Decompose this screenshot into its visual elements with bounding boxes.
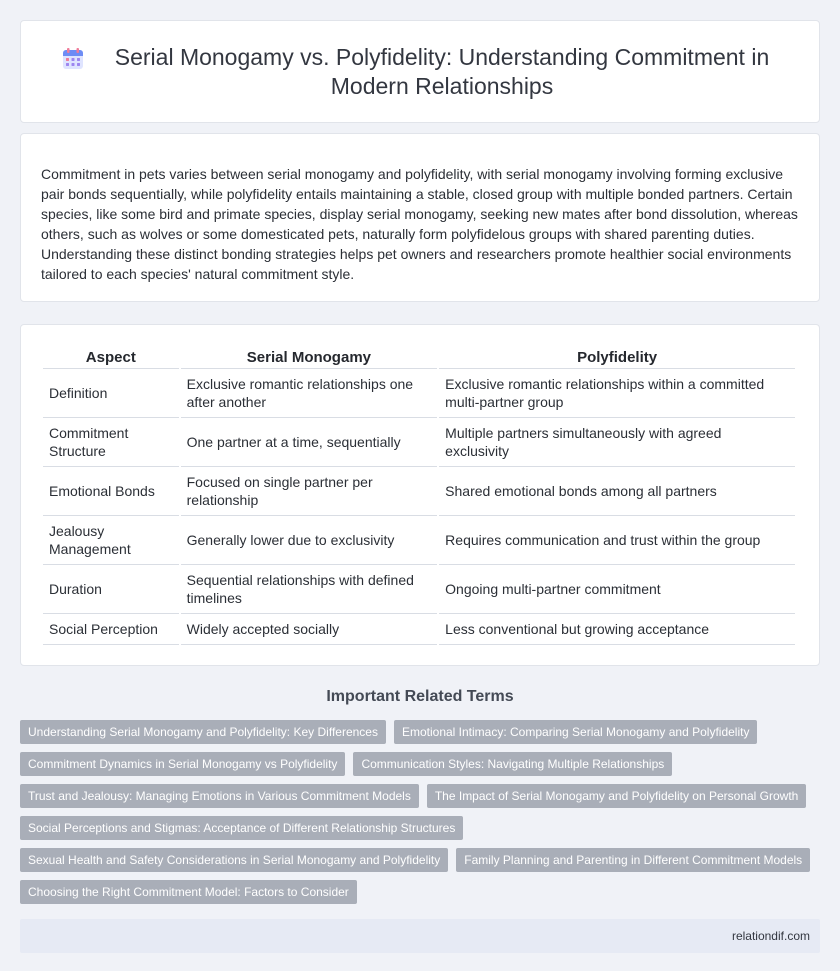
row-serial-monogamy: One partner at a time, sequentially bbox=[181, 418, 438, 467]
row-aspect: Social Perception bbox=[43, 614, 179, 645]
related-term-tag[interactable]: Emotional Intimacy: Comparing Serial Monogamy and Polyfidelity bbox=[394, 720, 758, 744]
row-serial-monogamy: Exclusive romantic relationships one after another bbox=[181, 369, 438, 418]
intro-card bbox=[20, 133, 820, 302]
row-aspect: Duration bbox=[43, 565, 179, 614]
table-header-row bbox=[43, 345, 795, 369]
header-serial-monogamy: Serial Monogamy bbox=[181, 345, 438, 369]
intro-paragraph: Commitment in pets varies between serial monogamy and polyfidelity, with serial monogamy involving forming exclusive pair bonds sequentially, while polyfidelity entails maintaining a stable, closed group with multiple bonded partners. Certain species, like some bird and primate species, display serial monogamy, seeking new mates after bond dissolution, whereas others, such as wolves or some domesticated pets, naturally form polyfidelous groups with shared parenting duties. Understanding these distinct bonding strategies helps pet owners and researchers promote healthier social environments tailored to each species' natural commitment style. bbox=[41, 166, 798, 282]
related-term-tag[interactable]: Understanding Serial Monogamy and Polyfidelity: Key Differences bbox=[20, 720, 386, 744]
related-term-tag[interactable]: The Impact of Serial Monogamy and Polyfidelity on Personal Growth bbox=[427, 784, 807, 808]
related-term-tag[interactable]: Sexual Health and Safety Considerations in Serial Monogamy and Polyfidelity bbox=[20, 848, 448, 872]
row-aspect: Jealousy Management bbox=[43, 516, 179, 565]
header-aspect: Aspect bbox=[43, 345, 179, 369]
footer bbox=[20, 919, 820, 953]
comparison-table-card bbox=[20, 324, 820, 666]
table-row bbox=[43, 418, 795, 467]
row-polyfidelity: Ongoing multi-partner commitment bbox=[439, 565, 795, 614]
row-serial-monogamy: Focused on single partner per relationship bbox=[181, 467, 438, 516]
related-term-tag[interactable]: Commitment Dynamics in Serial Monogamy vs Polyfidelity bbox=[20, 752, 345, 776]
header-inner bbox=[61, 43, 779, 101]
header-card bbox=[20, 20, 820, 123]
row-serial-monogamy: Sequential relationships with defined timelines bbox=[181, 565, 438, 614]
related-term-tag[interactable]: Communication Styles: Navigating Multiple Relationships bbox=[353, 752, 672, 776]
table-row bbox=[43, 516, 795, 565]
related-terms-section bbox=[0, 688, 840, 904]
comparison-table bbox=[41, 345, 797, 645]
row-polyfidelity: Shared emotional bonds among all partners bbox=[439, 467, 795, 516]
related-term-tag[interactable]: Family Planning and Parenting in Different Commitment Models bbox=[456, 848, 810, 872]
table-row bbox=[43, 369, 795, 418]
row-serial-monogamy: Widely accepted socially bbox=[181, 614, 438, 645]
table-row bbox=[43, 467, 795, 516]
row-polyfidelity: Multiple partners simultaneously with agreed exclusivity bbox=[439, 418, 795, 467]
related-terms-title: Important Related Terms bbox=[326, 688, 514, 705]
page-title: Serial Monogamy vs. Polyfidelity: Understanding Commitment in Modern Relationships bbox=[114, 43, 770, 99]
related-term-tag[interactable]: Social Perceptions and Stigmas: Acceptance of Different Relationship Structures bbox=[20, 816, 463, 840]
row-polyfidelity: Requires communication and trust within the group bbox=[439, 516, 795, 565]
calendar-icon bbox=[61, 47, 85, 71]
row-aspect: Emotional Bonds bbox=[43, 467, 179, 516]
header-polyfidelity: Polyfidelity bbox=[439, 345, 795, 369]
related-term-tag[interactable]: Choosing the Right Commitment Model: Factors to Consider bbox=[20, 880, 357, 904]
row-polyfidelity: Less conventional but growing acceptance bbox=[439, 614, 795, 645]
footer-site-link[interactable]: relationdif.com bbox=[731, 929, 810, 943]
table-row bbox=[43, 565, 795, 614]
table-row bbox=[43, 614, 795, 645]
row-serial-monogamy: Generally lower due to exclusivity bbox=[181, 516, 438, 565]
row-aspect: Definition bbox=[43, 369, 179, 418]
related-term-tag[interactable]: Trust and Jealousy: Managing Emotions in Various Commitment Models bbox=[20, 784, 419, 808]
related-terms-tags bbox=[20, 720, 820, 904]
row-polyfidelity: Exclusive romantic relationships within a committed multi-partner group bbox=[439, 369, 795, 418]
row-aspect: Commitment Structure bbox=[43, 418, 179, 467]
